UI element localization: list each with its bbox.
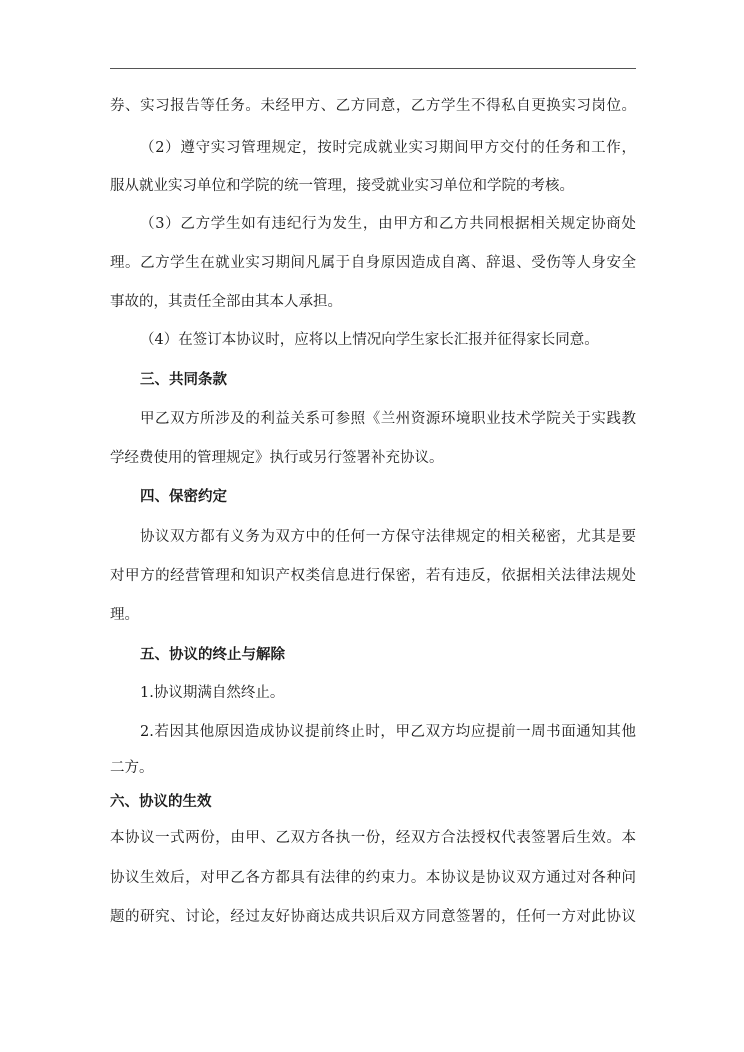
item-3-line-3: 事故的，其责任全部由其本人承担。 (110, 294, 342, 310)
section-6-heading: 六、协议的生效 (110, 793, 212, 810)
section-6-line-3: 题的研究、讨论，经过友好协商达成共识后双方同意签署的，任何一方对此协议 (110, 909, 636, 925)
header-rule (110, 68, 636, 69)
section-5-item-2-line-1: 2.若因其他原因造成协议提前终止时，甲乙双方均应提前一周书面通知其他 (140, 724, 636, 740)
section-4-heading: 四、保密约定 (140, 488, 227, 505)
item-3-line-2: 理。乙方学生在就业实习期间凡属于自身原因造成自离、辞退、受伤等人身安全 (110, 255, 636, 271)
item-2-line-1: （2）遵守实习管理规定，按时完成就业实习期间甲方交付的任务和工作， (140, 140, 636, 156)
section-4-line-1: 协议双方都有义务为双方中的任何一方保守法律规定的相关秘密，尤其是要 (140, 529, 636, 545)
section-5-item-2-line-2: 二方。 (110, 760, 154, 776)
section-5-heading: 五、协议的终止与解除 (140, 646, 285, 663)
section-3-heading: 三、共同条款 (140, 371, 227, 388)
item-2-line-2: 服从就业实习单位和学院的统一管理，接受就业实习单位和学院的考核。 (110, 178, 574, 194)
section-6-line-2: 协议生效后，对甲乙各方都具有法律的约束力。本协议是协议双方通过对各种问 (110, 870, 636, 886)
section-3-line-2: 学经费使用的管理规定》执行或另行签署补充协议。 (110, 450, 444, 466)
item-3-line-1: （3）乙方学生如有违纪行为发生，由甲方和乙方共同根据相关规定协商处 (140, 216, 636, 232)
section-5-item-1: 1.协议期满自然终止。 (140, 685, 285, 701)
section-3-line-1: 甲乙双方所涉及的利益关系可参照《兰州资源环境职业技术学院关于实践教 (140, 411, 636, 427)
section-6-line-1: 本协议一式两份，由甲、乙双方各执一份，经双方合法授权代表签署后生效。本 (110, 830, 636, 846)
item-4-line-1: （4）在签订本协议时，应将以上情况向学生家长汇报并征得家长同意。 (140, 332, 599, 348)
section-4-line-2: 对甲方的经营管理和知识产权类信息进行保密，若有违反，依据相关法律法规处 (110, 568, 636, 584)
section-4-line-3: 理。 (110, 607, 139, 623)
body-line-1: 券、实习报告等任务。未经甲方、乙方同意，乙方学生不得私自更换实习岗位。 (110, 98, 636, 114)
